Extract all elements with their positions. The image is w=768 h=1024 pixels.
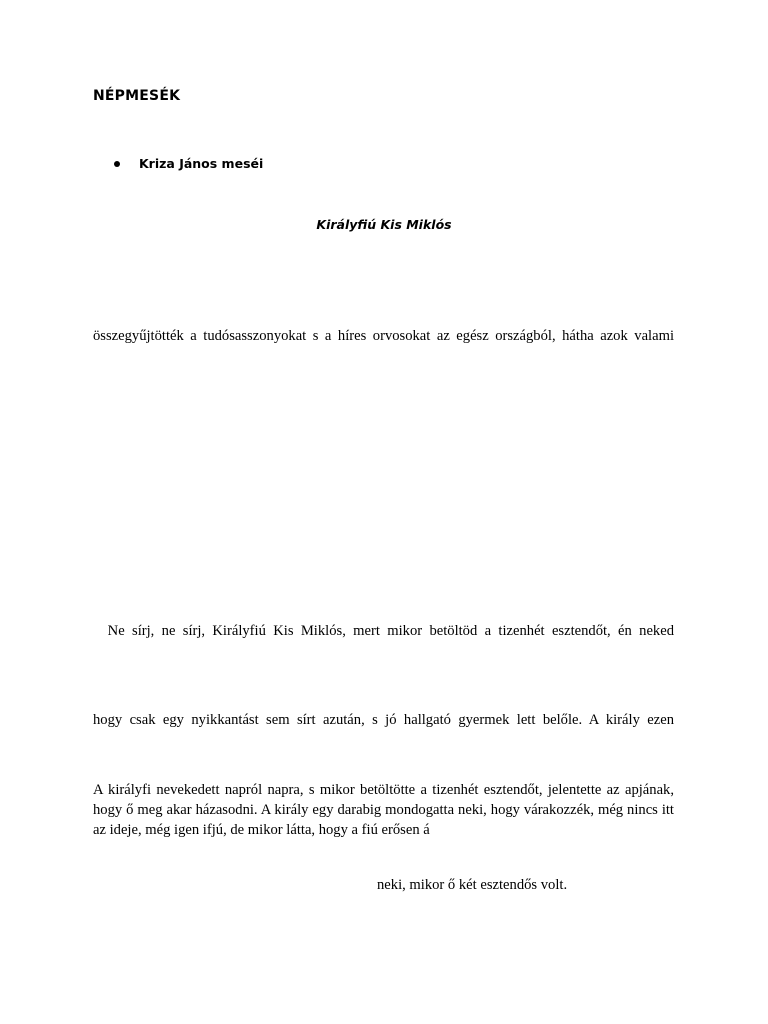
paragraph-fragment-1: összegyűjtötték a tudósasszonyokat s a híres orvosokat az egész országból, hátha azok valami: [93, 328, 674, 344]
paragraph-fragment-5: neki, mikor ő két esztendős volt.: [377, 877, 568, 893]
paragraph-fragment-2: [93, 621, 674, 641]
story-title: Királyfiú Kis Miklós: [316, 217, 452, 232]
bullet-icon: [114, 161, 120, 167]
paragraph-fragment-3: hogy csak egy nyikkantást sem sírt azután, s jó hallgató gyermek lett belőle. A király ezen: [93, 712, 674, 728]
page-heading: NÉPMESÉK: [93, 88, 181, 104]
bullet-item-label: Kriza János meséi: [139, 156, 264, 171]
paragraph-fragment-2-text: Ne sírj, ne sírj, Királyfiú Kis Miklós, mert mikor betöltöd a tizenhét esztendőt, én neked: [107, 623, 674, 639]
bullet-list-item: [114, 156, 263, 171]
paragraph-fragment-4: A királyfi nevekedett napról napra, s mikor betöltötte a tizenhét esztendőt, jelentette az apjának, hogy ő meg akar házasodni. A király egy darabig mondogatta neki, hogy várakozzék, még nincs itt az ideje, még igen ifjú, de mikor látta, hogy a fiú erősen á: [93, 782, 674, 838]
